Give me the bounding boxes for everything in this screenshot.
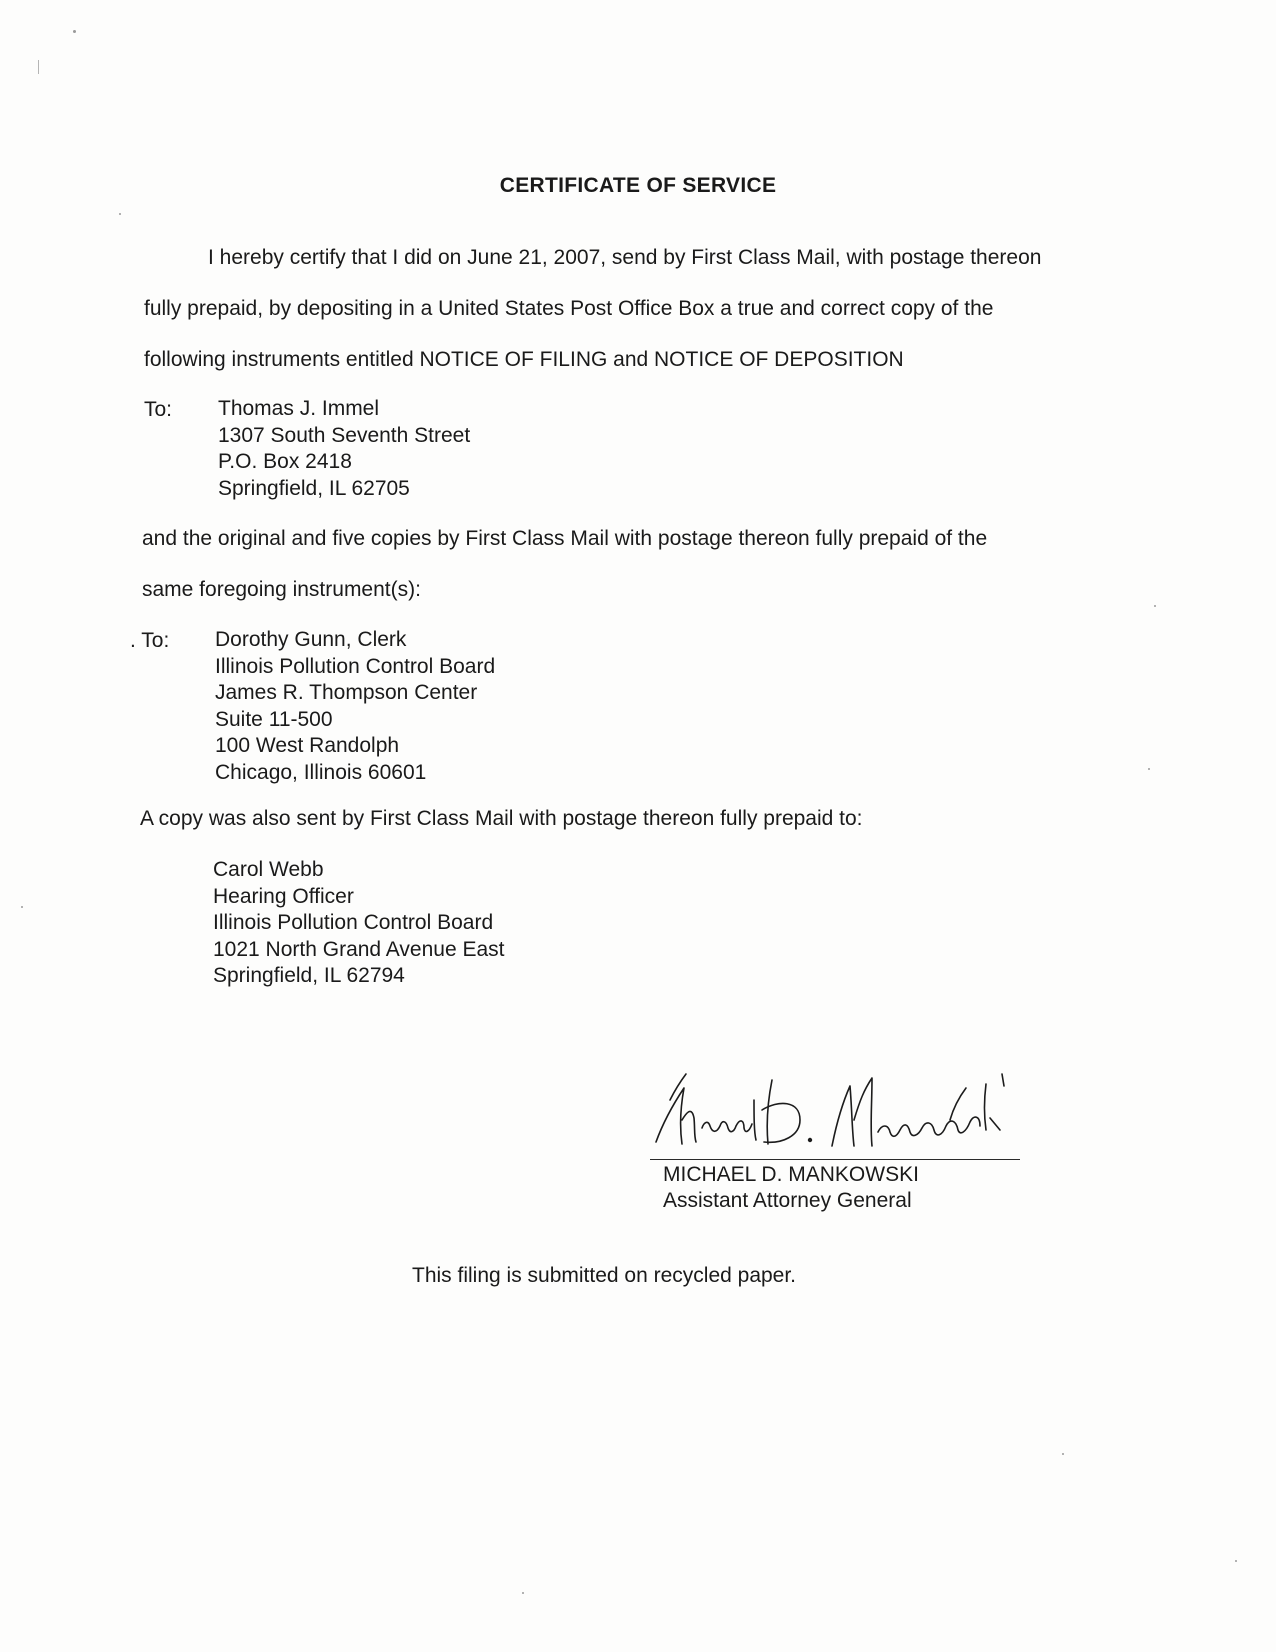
scan-speck (1148, 768, 1150, 770)
scan-speck (1154, 605, 1156, 607)
handwritten-signature (650, 1060, 1020, 1160)
recipient2-line: Dorothy Gunn, Clerk (215, 628, 407, 651)
recipient1-line: Thomas J. Immel (218, 397, 380, 420)
paragraph3: A copy was also sent by First Class Mail with postage thereon fully prepaid to: (140, 807, 863, 830)
signature-line (650, 1159, 1020, 1160)
recipient1-line: P.O. Box 2418 (218, 450, 352, 473)
scan-speck (119, 213, 121, 215)
recipient3-line: Carol Webb (213, 858, 324, 881)
paragraph2-line2: same foregoing instrument(s): (142, 578, 421, 601)
recipient1-address (218, 396, 470, 502)
document-title: CERTIFICATE OF SERVICE (499, 174, 777, 197)
scan-speck (1235, 1560, 1237, 1562)
recipient3-line: Springfield, IL 62794 (213, 964, 405, 987)
recipient3-line: 1021 North Grand Avenue East (213, 937, 505, 961)
recipient2-label: . To: (130, 629, 170, 652)
recipient1-line: 1307 South Seventh Street (218, 423, 471, 447)
recipient2-address (215, 627, 495, 786)
signatory-name: MICHAEL D. MANKOWSKI (663, 1163, 919, 1186)
signatory-role: Assistant Attorney General (663, 1189, 912, 1212)
paragraph2-line1: and the original and five copies by First Class Mail with postage thereon fully prepaid of the (142, 527, 988, 550)
signatory-block (663, 1162, 919, 1214)
recipient2-line: Chicago, Illinois 60601 (215, 760, 427, 784)
recipient2-line: 100 West Randolph (215, 734, 400, 757)
paragraph1-line1: I hereby certify that I did on June 21, 2007, send by First Class Mail, with postage thereon (208, 246, 1042, 269)
scan-speck (522, 1592, 524, 1594)
paragraph1-line3: following instruments entitled NOTICE OF FILING and NOTICE OF DEPOSITION (144, 348, 904, 371)
recipient2-line: James R. Thompson Center (215, 681, 478, 704)
recipient3-address (213, 857, 504, 990)
footer-note: This filing is submitted on recycled paper. (412, 1264, 797, 1287)
recipient3-line: Illinois Pollution Control Board (213, 911, 494, 934)
scan-speck (38, 60, 39, 74)
recipient1-line: Springfield, IL 62705 (218, 476, 410, 500)
scan-speck (21, 906, 23, 908)
scan-speck (1062, 1453, 1064, 1455)
recipient3-line: Hearing Officer (213, 884, 354, 908)
recipient2-line: Illinois Pollution Control Board (215, 654, 496, 678)
scan-speck (73, 30, 76, 33)
paragraph1-line2: fully prepaid, by depositing in a United States Post Office Box a true and correct copy of the (144, 297, 994, 320)
recipient2-line: Suite 11-500 (215, 707, 333, 731)
recipient1-label: To: (144, 398, 173, 421)
